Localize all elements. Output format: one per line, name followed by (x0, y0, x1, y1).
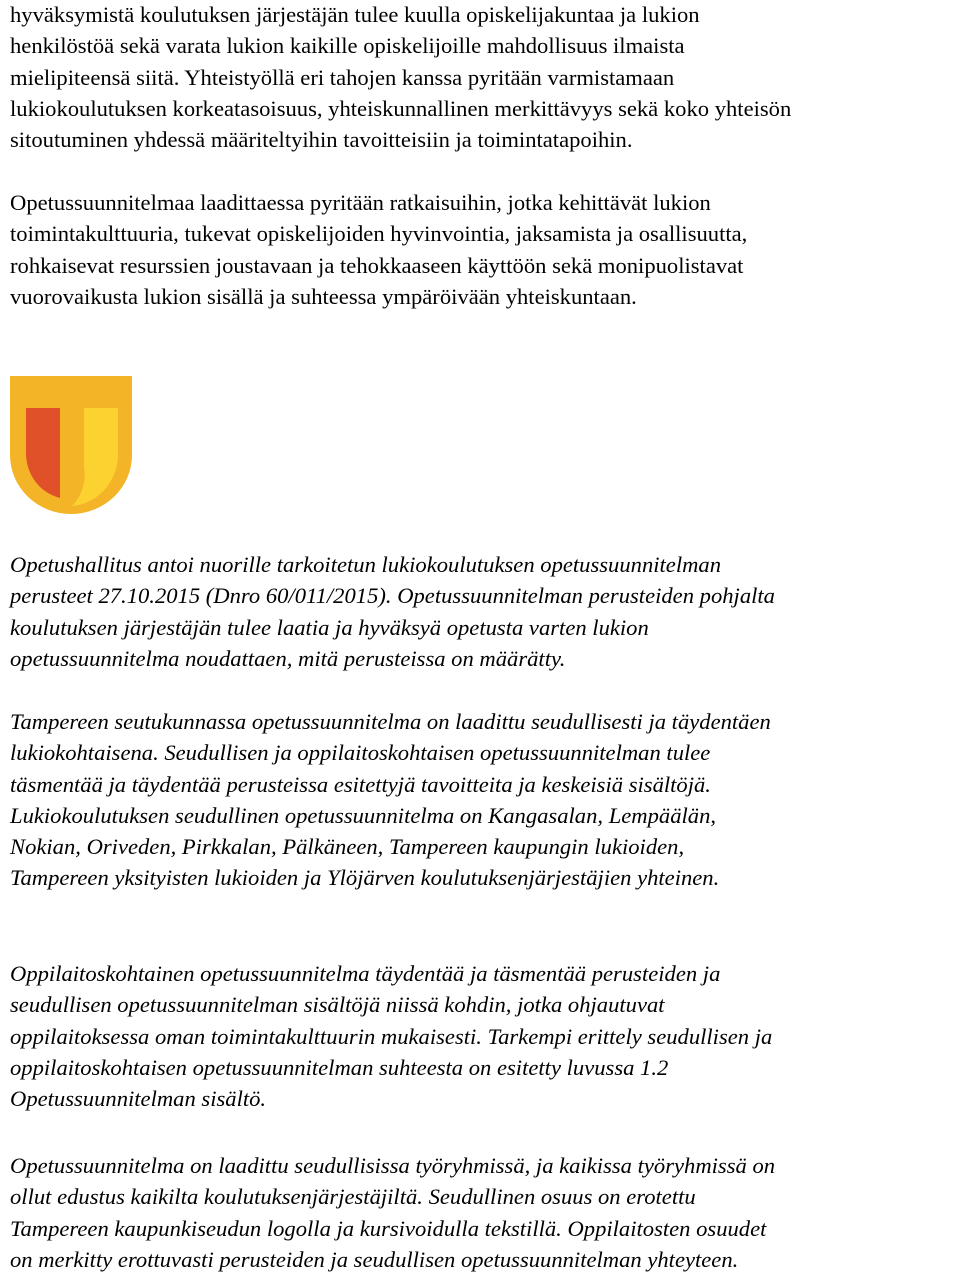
paragraph-2 (10, 187, 958, 312)
text-line: Opetushallitus antoi nuorille tarkoitetun lukiokoulutuksen opetussuunnitelman (10, 552, 722, 577)
text-line: Opetussuunnitelman sisältö. (10, 1086, 267, 1112)
paragraph-5 (10, 958, 958, 1114)
text-line: sitoutuminen yhdessä määriteltyihin tavoitteisiin ja toimintatapoihin. (10, 127, 633, 153)
text-line: ollut edustus kaikilta koulutuksenjärjestäjiltä. Seudullinen osuus on erotettu (10, 1184, 696, 1210)
text-line: Tampereen kaupunkiseudun logolla ja kursivoidulla tekstillä. Oppilaitosten osuudet (10, 1215, 767, 1241)
text-line: vuorovaikusta lukion sisällä ja suhteessa ympäröivään yhteiskuntaan. (10, 283, 637, 309)
text-line: mielipiteensä siitä. Yhteistyöllä eri tahojen kanssa pyritään varmistamaan (10, 64, 675, 90)
tampere-region-shield-icon (10, 376, 132, 514)
text-line: opetussuunnitelma noudattaen, mitä perusteissa on määrätty. (10, 645, 566, 671)
paragraph-1 (10, 0, 958, 155)
text-line: täsmentää ja täydentää perusteissa esitettyjä tavoitteita ja keskeisiä sisältöjä. (10, 771, 711, 797)
text-line: koulutuksen järjestäjän tulee laatia ja hyväksyä opetusta varten lukion (10, 614, 649, 640)
text-line: toimintakulttuuria, tukevat opiskelijoiden hyvinvointia, jaksamista ja osallisuutta, (10, 221, 748, 247)
text-line: rohkaisevat resurssien joustavaan ja tehokkaaseen käyttöön sekä monipuolistavat (10, 252, 744, 278)
text-line: lukiokohtaisena. Seudullisen ja oppilaitoskohtaisen opetussuunnitelman tulee (10, 740, 711, 766)
text-line: Lukiokoulutuksen seudullinen opetussuunnitelma on Kangasalan, Lempäälän, (10, 802, 717, 828)
paragraph-6 (10, 1150, 958, 1275)
text-line: Oppilaitoskohtainen opetussuunnitelma täydentää ja täsmentää perusteiden ja (10, 961, 721, 986)
text-line: hyväksymistä koulutuksen järjestäjän tulee kuulla opiskelijakuntaa ja lukion (10, 2, 700, 27)
text-line: on merkitty erottuvasti perusteiden ja seudullisen opetussuunnitelman yhteyteen. (10, 1246, 739, 1272)
text-line: Tampereen yksityisten lukioiden ja Ylöjärven koulutuksenjärjestäjien yhteinen. (10, 865, 720, 891)
paragraph-3 (10, 549, 958, 674)
text-line: oppilaitoksessa oman toimintakulttuurin mukaisesti. Tarkempi erittely seudullisen ja (10, 1023, 773, 1049)
text-line: oppilaitoskohtaisen opetussuunnitelman suhteesta on esitetty luvussa 1.2 (10, 1054, 669, 1080)
text-line: Nokian, Oriveden, Pirkkalan, Pälkäneen, Tampereen kaupungin lukioiden, (10, 834, 685, 860)
text-line: henkilöstöä sekä varata lukion kaikille opiskelijoille mahdollisuus ilmaista (10, 33, 685, 59)
text-line: Opetussuunnitelma on laadittu seudullisissa työryhmissä, ja kaikissa työryhmissä on (10, 1153, 776, 1178)
text-line: Tampereen seutukunnassa opetussuunnitelma on laadittu seudullisesti ja täydentäen (10, 709, 771, 734)
text-line: seudullisen opetussuunnitelman sisältöjä niissä kohdin, jotka ohjautuvat (10, 992, 665, 1018)
paragraph-4 (10, 706, 958, 894)
text-line: perusteet 27.10.2015 (Dnro 60/011/2015). Opetussuunnitelman perusteiden pohjalta (10, 583, 775, 609)
text-line: Opetussuunnitelmaa laadittaessa pyritään ratkaisuihin, jotka kehittävät lukion (10, 190, 711, 215)
text-line: lukiokoulutuksen korkeatasoisuus, yhteiskunnallinen merkittävyys sekä koko yhteisön (10, 95, 792, 121)
